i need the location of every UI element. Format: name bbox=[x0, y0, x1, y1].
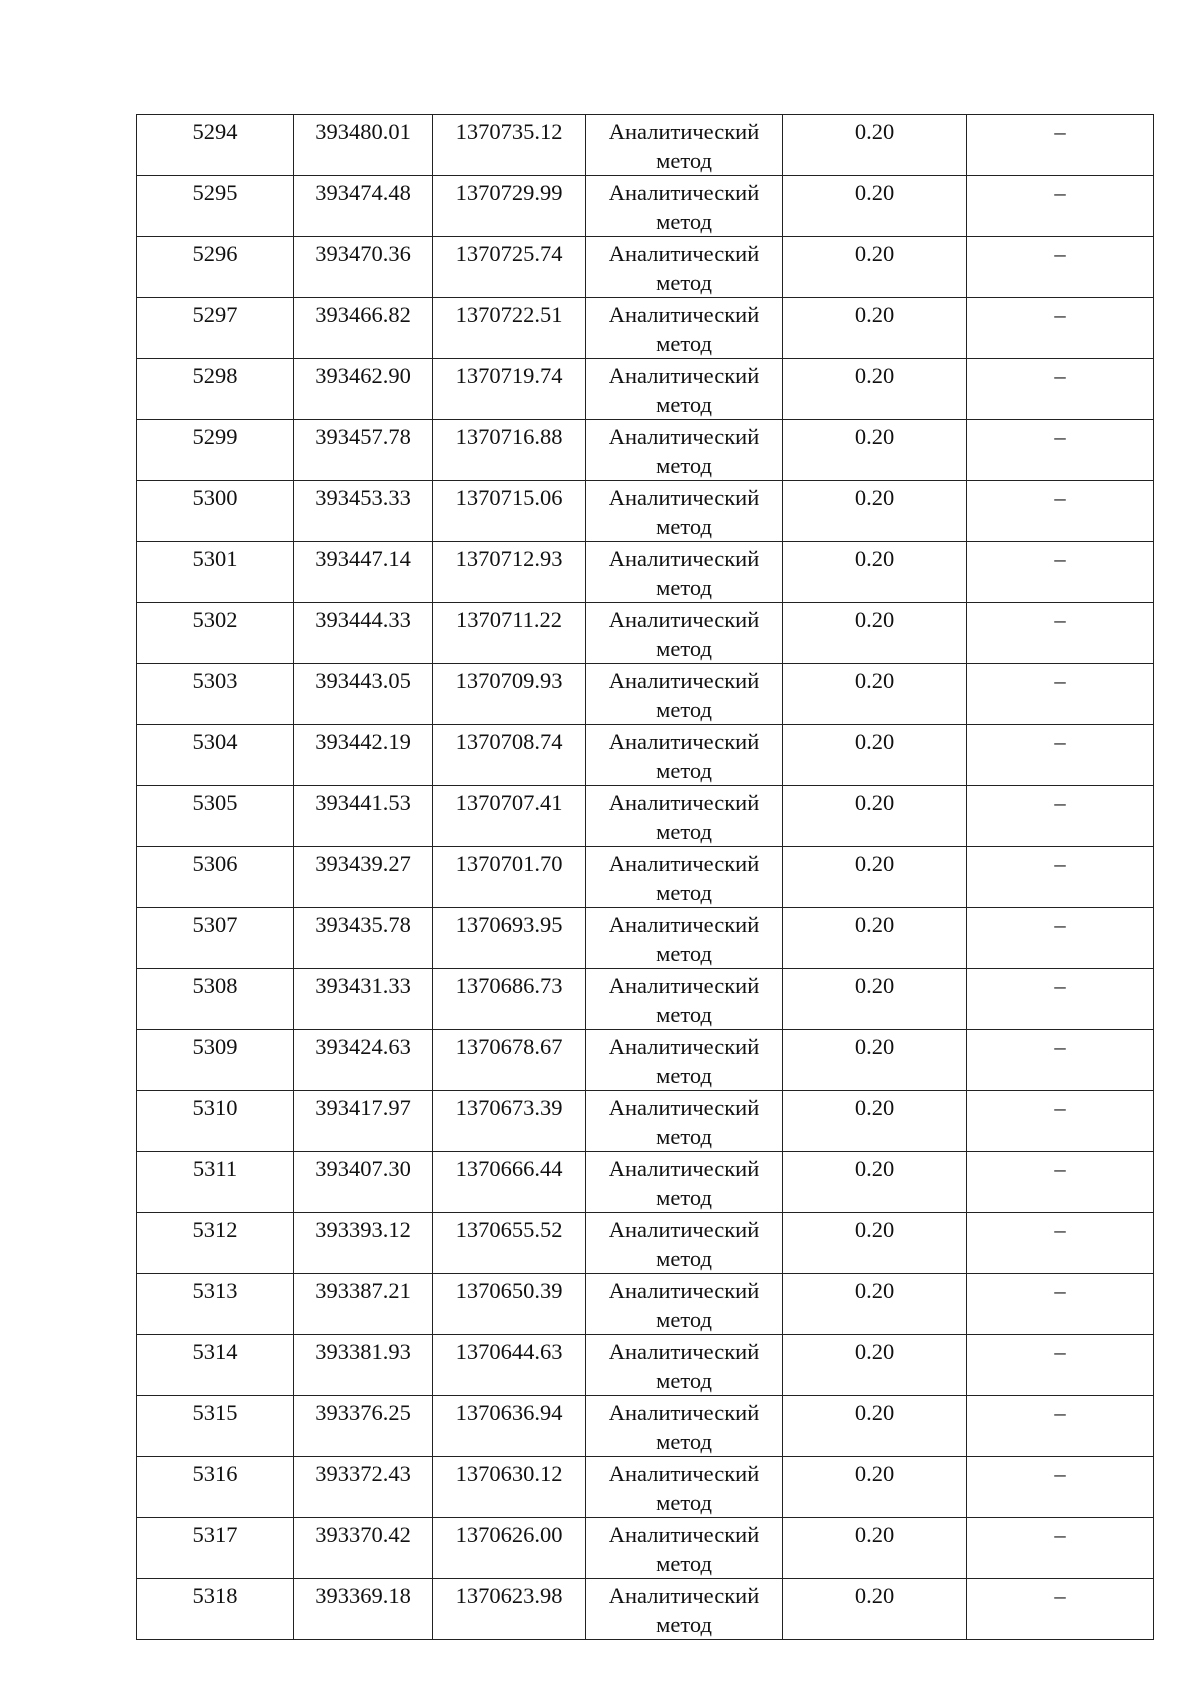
method-cell: Аналитический метод bbox=[586, 664, 783, 725]
x-coordinate-cell: 393453.33 bbox=[294, 481, 433, 542]
point-number-cell: 5316 bbox=[137, 1457, 294, 1518]
method-cell: Аналитический метод bbox=[586, 1457, 783, 1518]
point-number-cell: 5305 bbox=[137, 786, 294, 847]
y-coordinate-cell: 1370707.41 bbox=[433, 786, 586, 847]
x-coordinate-cell: 393442.19 bbox=[294, 725, 433, 786]
table-row bbox=[137, 1152, 1154, 1213]
y-coordinate-cell: 1370636.94 bbox=[433, 1396, 586, 1457]
x-coordinate-cell: 393381.93 bbox=[294, 1335, 433, 1396]
table-row bbox=[137, 786, 1154, 847]
point-number-cell: 5298 bbox=[137, 359, 294, 420]
x-coordinate-cell: 393407.30 bbox=[294, 1152, 433, 1213]
y-coordinate-cell: 1370673.39 bbox=[433, 1091, 586, 1152]
accuracy-cell: 0.20 bbox=[783, 542, 967, 603]
method-cell: Аналитический метод bbox=[586, 176, 783, 237]
point-number-cell: 5306 bbox=[137, 847, 294, 908]
note-cell: – bbox=[967, 176, 1154, 237]
x-coordinate-cell: 393441.53 bbox=[294, 786, 433, 847]
table-row bbox=[137, 1579, 1154, 1640]
method-cell: Аналитический метод bbox=[586, 1518, 783, 1579]
y-coordinate-cell: 1370719.74 bbox=[433, 359, 586, 420]
point-number-cell: 5311 bbox=[137, 1152, 294, 1213]
accuracy-cell: 0.20 bbox=[783, 1396, 967, 1457]
x-coordinate-cell: 393470.36 bbox=[294, 237, 433, 298]
method-cell: Аналитический метод bbox=[586, 481, 783, 542]
method-cell: Аналитический метод bbox=[586, 1091, 783, 1152]
table-row bbox=[137, 1030, 1154, 1091]
table-row bbox=[137, 1457, 1154, 1518]
y-coordinate-cell: 1370725.74 bbox=[433, 237, 586, 298]
x-coordinate-cell: 393417.97 bbox=[294, 1091, 433, 1152]
note-cell: – bbox=[967, 542, 1154, 603]
note-cell: – bbox=[967, 1335, 1154, 1396]
table-row bbox=[137, 1518, 1154, 1579]
accuracy-cell: 0.20 bbox=[783, 1518, 967, 1579]
table-row bbox=[137, 969, 1154, 1030]
note-cell: – bbox=[967, 481, 1154, 542]
accuracy-cell: 0.20 bbox=[783, 725, 967, 786]
y-coordinate-cell: 1370644.63 bbox=[433, 1335, 586, 1396]
x-coordinate-cell: 393424.63 bbox=[294, 1030, 433, 1091]
accuracy-cell: 0.20 bbox=[783, 1030, 967, 1091]
table-row bbox=[137, 420, 1154, 481]
table-row bbox=[137, 1091, 1154, 1152]
table-row bbox=[137, 1396, 1154, 1457]
table-row bbox=[137, 359, 1154, 420]
method-cell: Аналитический метод bbox=[586, 786, 783, 847]
note-cell: – bbox=[967, 237, 1154, 298]
y-coordinate-cell: 1370701.70 bbox=[433, 847, 586, 908]
accuracy-cell: 0.20 bbox=[783, 359, 967, 420]
table-row bbox=[137, 1335, 1154, 1396]
point-number-cell: 5303 bbox=[137, 664, 294, 725]
table-body bbox=[137, 115, 1154, 1640]
table-row bbox=[137, 664, 1154, 725]
accuracy-cell: 0.20 bbox=[783, 664, 967, 725]
method-cell: Аналитический метод bbox=[586, 725, 783, 786]
y-coordinate-cell: 1370655.52 bbox=[433, 1213, 586, 1274]
table-row bbox=[137, 176, 1154, 237]
note-cell: – bbox=[967, 1091, 1154, 1152]
point-number-cell: 5315 bbox=[137, 1396, 294, 1457]
point-number-cell: 5304 bbox=[137, 725, 294, 786]
x-coordinate-cell: 393474.48 bbox=[294, 176, 433, 237]
x-coordinate-cell: 393369.18 bbox=[294, 1579, 433, 1640]
x-coordinate-cell: 393443.05 bbox=[294, 664, 433, 725]
accuracy-cell: 0.20 bbox=[783, 603, 967, 664]
table-row bbox=[137, 603, 1154, 664]
y-coordinate-cell: 1370729.99 bbox=[433, 176, 586, 237]
point-number-cell: 5301 bbox=[137, 542, 294, 603]
y-coordinate-cell: 1370650.39 bbox=[433, 1274, 586, 1335]
table-row bbox=[137, 1213, 1154, 1274]
accuracy-cell: 0.20 bbox=[783, 176, 967, 237]
table-row bbox=[137, 542, 1154, 603]
method-cell: Аналитический метод bbox=[586, 359, 783, 420]
note-cell: – bbox=[967, 1030, 1154, 1091]
y-coordinate-cell: 1370711.22 bbox=[433, 603, 586, 664]
y-coordinate-cell: 1370709.93 bbox=[433, 664, 586, 725]
method-cell: Аналитический метод bbox=[586, 1213, 783, 1274]
point-number-cell: 5314 bbox=[137, 1335, 294, 1396]
table-row bbox=[137, 481, 1154, 542]
point-number-cell: 5302 bbox=[137, 603, 294, 664]
method-cell: Аналитический метод bbox=[586, 1030, 783, 1091]
note-cell: – bbox=[967, 664, 1154, 725]
note-cell: – bbox=[967, 298, 1154, 359]
point-number-cell: 5297 bbox=[137, 298, 294, 359]
table-row bbox=[137, 847, 1154, 908]
table-row bbox=[137, 1274, 1154, 1335]
note-cell: – bbox=[967, 969, 1154, 1030]
accuracy-cell: 0.20 bbox=[783, 420, 967, 481]
note-cell: – bbox=[967, 1213, 1154, 1274]
point-number-cell: 5310 bbox=[137, 1091, 294, 1152]
y-coordinate-cell: 1370708.74 bbox=[433, 725, 586, 786]
y-coordinate-cell: 1370693.95 bbox=[433, 908, 586, 969]
y-coordinate-cell: 1370722.51 bbox=[433, 298, 586, 359]
table-row bbox=[137, 908, 1154, 969]
x-coordinate-cell: 393439.27 bbox=[294, 847, 433, 908]
accuracy-cell: 0.20 bbox=[783, 1213, 967, 1274]
note-cell: – bbox=[967, 725, 1154, 786]
note-cell: – bbox=[967, 847, 1154, 908]
point-number-cell: 5312 bbox=[137, 1213, 294, 1274]
x-coordinate-cell: 393466.82 bbox=[294, 298, 433, 359]
accuracy-cell: 0.20 bbox=[783, 1274, 967, 1335]
y-coordinate-cell: 1370716.88 bbox=[433, 420, 586, 481]
note-cell: – bbox=[967, 1274, 1154, 1335]
y-coordinate-cell: 1370666.44 bbox=[433, 1152, 586, 1213]
method-cell: Аналитический метод bbox=[586, 969, 783, 1030]
method-cell: Аналитический метод bbox=[586, 420, 783, 481]
method-cell: Аналитический метод bbox=[586, 603, 783, 664]
x-coordinate-cell: 393435.78 bbox=[294, 908, 433, 969]
method-cell: Аналитический метод bbox=[586, 1335, 783, 1396]
note-cell: – bbox=[967, 115, 1154, 176]
accuracy-cell: 0.20 bbox=[783, 969, 967, 1030]
x-coordinate-cell: 393480.01 bbox=[294, 115, 433, 176]
point-number-cell: 5308 bbox=[137, 969, 294, 1030]
y-coordinate-cell: 1370712.93 bbox=[433, 542, 586, 603]
point-number-cell: 5299 bbox=[137, 420, 294, 481]
coordinates-table-container bbox=[136, 114, 1153, 1640]
x-coordinate-cell: 393447.14 bbox=[294, 542, 433, 603]
accuracy-cell: 0.20 bbox=[783, 237, 967, 298]
x-coordinate-cell: 393370.42 bbox=[294, 1518, 433, 1579]
point-number-cell: 5294 bbox=[137, 115, 294, 176]
note-cell: – bbox=[967, 1579, 1154, 1640]
x-coordinate-cell: 393387.21 bbox=[294, 1274, 433, 1335]
accuracy-cell: 0.20 bbox=[783, 298, 967, 359]
point-number-cell: 5296 bbox=[137, 237, 294, 298]
y-coordinate-cell: 1370715.06 bbox=[433, 481, 586, 542]
note-cell: – bbox=[967, 1457, 1154, 1518]
note-cell: – bbox=[967, 1518, 1154, 1579]
table-row bbox=[137, 725, 1154, 786]
x-coordinate-cell: 393431.33 bbox=[294, 969, 433, 1030]
method-cell: Аналитический метод bbox=[586, 115, 783, 176]
table-row bbox=[137, 298, 1154, 359]
y-coordinate-cell: 1370623.98 bbox=[433, 1579, 586, 1640]
x-coordinate-cell: 393457.78 bbox=[294, 420, 433, 481]
note-cell: – bbox=[967, 603, 1154, 664]
accuracy-cell: 0.20 bbox=[783, 1335, 967, 1396]
method-cell: Аналитический метод bbox=[586, 298, 783, 359]
accuracy-cell: 0.20 bbox=[783, 908, 967, 969]
accuracy-cell: 0.20 bbox=[783, 1152, 967, 1213]
method-cell: Аналитический метод bbox=[586, 847, 783, 908]
method-cell: Аналитический метод bbox=[586, 542, 783, 603]
point-number-cell: 5307 bbox=[137, 908, 294, 969]
point-number-cell: 5318 bbox=[137, 1579, 294, 1640]
accuracy-cell: 0.20 bbox=[783, 847, 967, 908]
y-coordinate-cell: 1370630.12 bbox=[433, 1457, 586, 1518]
coordinates-table bbox=[136, 114, 1154, 1640]
accuracy-cell: 0.20 bbox=[783, 481, 967, 542]
method-cell: Аналитический метод bbox=[586, 908, 783, 969]
accuracy-cell: 0.20 bbox=[783, 1091, 967, 1152]
point-number-cell: 5295 bbox=[137, 176, 294, 237]
accuracy-cell: 0.20 bbox=[783, 115, 967, 176]
point-number-cell: 5300 bbox=[137, 481, 294, 542]
point-number-cell: 5313 bbox=[137, 1274, 294, 1335]
accuracy-cell: 0.20 bbox=[783, 786, 967, 847]
note-cell: – bbox=[967, 1396, 1154, 1457]
x-coordinate-cell: 393444.33 bbox=[294, 603, 433, 664]
note-cell: – bbox=[967, 786, 1154, 847]
note-cell: – bbox=[967, 420, 1154, 481]
point-number-cell: 5309 bbox=[137, 1030, 294, 1091]
note-cell: – bbox=[967, 359, 1154, 420]
method-cell: Аналитический метод bbox=[586, 237, 783, 298]
note-cell: – bbox=[967, 908, 1154, 969]
x-coordinate-cell: 393376.25 bbox=[294, 1396, 433, 1457]
note-cell: – bbox=[967, 1152, 1154, 1213]
method-cell: Аналитический метод bbox=[586, 1579, 783, 1640]
x-coordinate-cell: 393372.43 bbox=[294, 1457, 433, 1518]
y-coordinate-cell: 1370626.00 bbox=[433, 1518, 586, 1579]
method-cell: Аналитический метод bbox=[586, 1396, 783, 1457]
accuracy-cell: 0.20 bbox=[783, 1457, 967, 1518]
y-coordinate-cell: 1370686.73 bbox=[433, 969, 586, 1030]
method-cell: Аналитический метод bbox=[586, 1274, 783, 1335]
y-coordinate-cell: 1370735.12 bbox=[433, 115, 586, 176]
point-number-cell: 5317 bbox=[137, 1518, 294, 1579]
x-coordinate-cell: 393462.90 bbox=[294, 359, 433, 420]
x-coordinate-cell: 393393.12 bbox=[294, 1213, 433, 1274]
y-coordinate-cell: 1370678.67 bbox=[433, 1030, 586, 1091]
accuracy-cell: 0.20 bbox=[783, 1579, 967, 1640]
table-row bbox=[137, 115, 1154, 176]
method-cell: Аналитический метод bbox=[586, 1152, 783, 1213]
table-row bbox=[137, 237, 1154, 298]
